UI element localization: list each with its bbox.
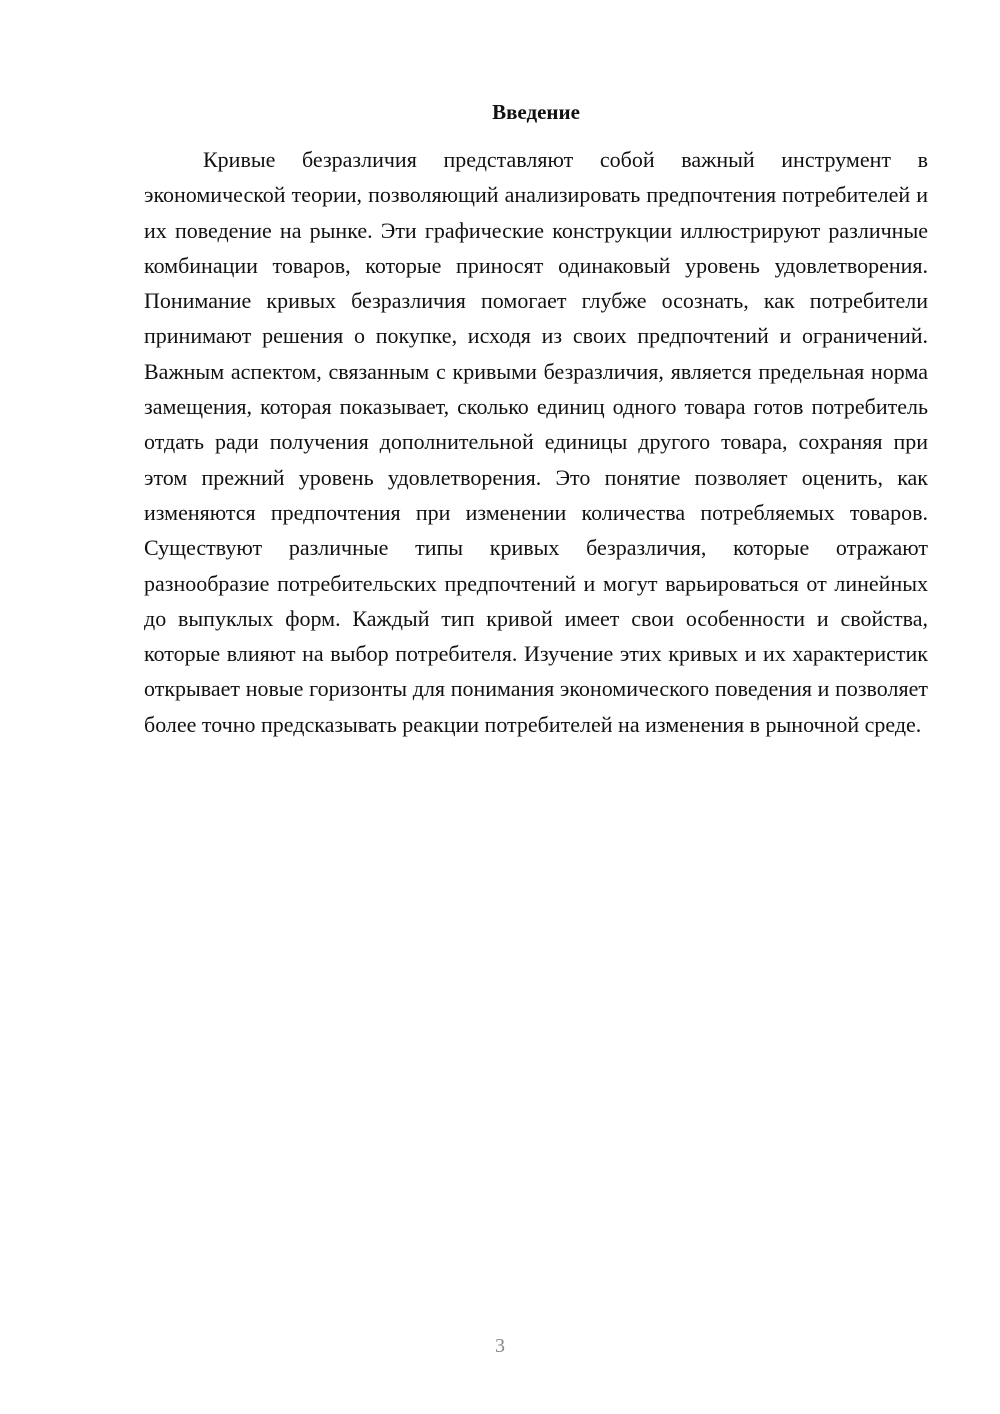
page-number: 3: [495, 1335, 505, 1357]
body-paragraph: Кривые безразличия представляют собой важный инструмент в экономической теории, позволяющий анализировать предпочтения потребителей и их поведение на рынке. Эти графические конструкции иллюстрируют различные комбинации товаров, которые приносят одинаковый уровень удовлетворения. Понимание кривых безразличия помогает глубже осознать, как потребители принимают решения о покупке, исходя из своих предпочтений и ограничений. Важным аспектом, связанным с кривыми безразличия, является предельная норма замещения, которая показывает, сколько единиц одного товара готов потребитель отдать ради получения дополнительной единицы другого товара, сохраняя при этом прежний уровень удовлетворения. Это понятие позволяет оценить, как изменяются предпочтения при изменении количества потребляемых товаров. Существуют различные типы кривых безразличия, которые отражают разнообразие потребительских предпочтений и могут варьироваться от линейных до выпуклых форм. Каждый тип кривой имеет свои особенности и свойства, которые влияют на выбор потребителя. Изучение этих кривых и их характеристик открывает новые горизонты для понимания экономического поведения и позволяет более точно предсказывать реакции потребителей на изменения в рыночной среде.: [144, 147, 928, 737]
section-heading: Введение: [492, 100, 580, 124]
